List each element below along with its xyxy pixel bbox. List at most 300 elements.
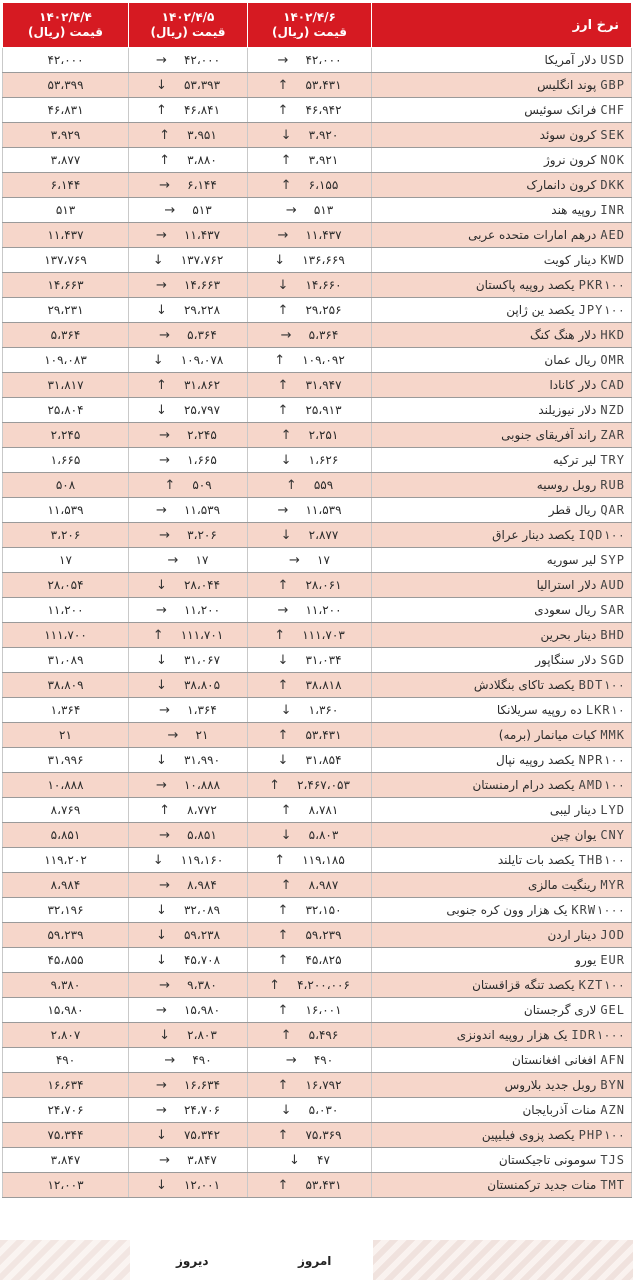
currency-code: MYR	[600, 878, 625, 892]
currency-label-group	[541, 628, 625, 642]
price-1402-4-6-cell	[248, 773, 372, 798]
price-1402-4-6: ۷۵،۳۶۹	[305, 1127, 342, 1142]
trend-arrow-icon: ↓	[280, 452, 292, 468]
price-1402-4-6-cell	[248, 973, 372, 998]
price-1402-4-5: ۲،۸۰۳	[187, 1027, 217, 1042]
price-1402-4-6: ۵۱۳	[313, 202, 334, 217]
price-1402-4-6: ۵۳،۴۳۱	[305, 77, 342, 92]
currency-name: دلار کانادا	[549, 378, 597, 392]
table-row	[3, 723, 632, 748]
currency-name: لاری گرجستان	[523, 1003, 597, 1017]
currency-cell	[372, 323, 632, 348]
trend-arrow-icon: →	[285, 202, 297, 218]
trend-arrow-icon: ↑	[277, 302, 289, 318]
price-1402-4-6: ۱۶،۰۰۱	[305, 1002, 342, 1017]
currency-label-group	[522, 1103, 625, 1117]
price-1402-4-4-cell	[3, 323, 129, 348]
currency-code: OMR	[600, 353, 625, 367]
price-1402-4-4-cell	[3, 948, 129, 973]
price-1402-4-5-cell	[129, 923, 248, 948]
currency-code: BDT۱۰۰	[578, 678, 625, 692]
price-1402-4-4: ۲۸،۰۵۴	[47, 578, 84, 592]
currency-cell	[372, 123, 632, 148]
currency-label-group	[544, 253, 625, 267]
currency-label-group	[551, 828, 625, 842]
currency-label-group	[549, 503, 625, 517]
currency-code: SEK	[600, 128, 625, 142]
price-1402-4-4-cell	[3, 648, 129, 673]
price-1402-4-6-cell	[248, 398, 372, 423]
price-1402-4-6-cell	[248, 298, 372, 323]
price-1402-4-4: ۳،۹۲۹	[50, 128, 81, 142]
currency-cell	[372, 373, 632, 398]
currency-label-group	[524, 103, 625, 117]
currency-cell	[372, 773, 632, 798]
trend-arrow-icon: →	[167, 727, 179, 743]
price-1402-4-6-cell	[248, 1173, 372, 1198]
currency-name: یورو	[575, 953, 597, 967]
currency-code: CHF	[600, 103, 625, 117]
price-1402-4-5-cell	[129, 873, 248, 898]
price-1402-4-6-cell	[248, 498, 372, 523]
price-1402-4-6-cell	[248, 1098, 372, 1123]
price-1402-4-4: ۳۲،۱۹۶	[47, 903, 84, 917]
price-1402-4-6: ۲،۸۷۷	[308, 527, 339, 542]
currency-cell	[372, 273, 632, 298]
currency-cell	[372, 198, 632, 223]
table-row	[3, 423, 632, 448]
trend-arrow-icon: ↑	[164, 477, 176, 493]
price-1402-4-4: ۶،۱۴۴	[50, 178, 81, 192]
currency-name: یکصد بات تایلند	[497, 853, 575, 867]
trend-arrow-icon: ↑	[280, 177, 292, 193]
currency-name: یکصد ین ژاپن	[506, 303, 575, 317]
table-row	[3, 923, 632, 948]
trend-arrow-icon: →	[164, 1052, 176, 1068]
price-1402-4-4-cell	[3, 423, 129, 448]
price-1402-4-4: ۷۵،۳۴۴	[47, 1128, 84, 1142]
trend-arrow-icon: ↓	[280, 127, 292, 143]
table-row	[3, 498, 632, 523]
price-1402-4-6-cell	[248, 198, 372, 223]
currency-label-group	[499, 1153, 625, 1167]
price-1402-4-4-cell	[3, 223, 129, 248]
trend-arrow-icon: ↓	[159, 1027, 171, 1043]
currency-name: منات جدید ترکمنستان	[487, 1178, 597, 1192]
table-row	[3, 1048, 632, 1073]
price-1402-4-6: ۳۱،۰۳۴	[305, 652, 342, 667]
currency-label-group	[446, 903, 625, 917]
trend-arrow-icon: ↑	[155, 377, 167, 393]
trend-arrow-icon: ↓	[274, 252, 286, 268]
price-1402-4-6-cell	[248, 573, 372, 598]
watermark-strip-left	[0, 1240, 130, 1280]
currency-code: ZAR	[600, 428, 625, 442]
price-1402-4-4: ۱۶،۶۳۴	[47, 1078, 84, 1092]
currency-label-group	[551, 203, 625, 217]
price-1402-4-4-cell	[3, 173, 129, 198]
currency-name: یکصد دینار عراق	[492, 528, 575, 542]
price-1402-4-5-cell	[129, 898, 248, 923]
price-1402-4-4: ۱۷	[59, 553, 72, 567]
price-1402-4-4-cell	[3, 973, 129, 998]
price-1402-4-4: ۵۱۳	[55, 203, 76, 217]
trend-arrow-icon: ↓	[155, 1177, 167, 1193]
price-1402-4-4: ۲۴،۷۰۶	[47, 1103, 84, 1117]
price-1402-4-6-cell	[248, 873, 372, 898]
price-1402-4-5-cell	[129, 448, 248, 473]
currency-code: USD	[600, 53, 625, 67]
price-1402-4-5-cell	[129, 673, 248, 698]
trend-arrow-icon: ↑	[277, 1077, 289, 1093]
trend-arrow-icon: ↑	[277, 1002, 289, 1018]
price-1402-4-4: ۱۵،۹۸۰	[47, 1003, 84, 1017]
currency-name: ریال سعودی	[534, 603, 597, 617]
price-1402-4-5: ۹،۳۸۰	[187, 977, 217, 992]
table-row	[3, 873, 632, 898]
currency-name: یکصد تاکای بنگلادش	[473, 678, 575, 692]
table-row	[3, 573, 632, 598]
currency-label-group	[544, 353, 625, 367]
price-1402-4-6: ۵،۳۶۴	[308, 327, 339, 342]
price-1402-4-5: ۵،۳۶۴	[187, 327, 217, 342]
price-1402-4-6: ۳۱،۹۴۷	[305, 377, 342, 392]
price-1402-4-5-cell	[129, 1173, 248, 1198]
price-1402-4-4-cell	[3, 848, 129, 873]
price-1402-4-4: ۸،۷۶۹	[50, 803, 81, 817]
price-1402-4-5: ۱۷	[195, 552, 209, 567]
price-1402-4-5: ۲۸،۰۴۴	[183, 577, 221, 592]
price-1402-4-4-cell	[3, 348, 129, 373]
trend-arrow-icon: ↑	[277, 77, 289, 93]
price-1402-4-6: ۴۷	[317, 1152, 330, 1167]
price-1402-4-4-cell	[3, 598, 129, 623]
price-1402-4-6-cell	[248, 273, 372, 298]
currency-label-group	[547, 553, 625, 567]
table-row	[3, 1148, 632, 1173]
price-1402-4-5-cell	[129, 948, 248, 973]
price-1402-4-6: ۱۷	[317, 552, 330, 567]
table-row	[3, 1173, 632, 1198]
price-1402-4-5-cell	[129, 248, 248, 273]
price-1402-4-5: ۱۱،۲۰۰	[183, 602, 221, 617]
price-1402-4-4-cell	[3, 273, 129, 298]
table-row	[3, 1073, 632, 1098]
currency-cell	[372, 98, 632, 123]
currency-cell	[372, 948, 632, 973]
currency-name: روبل جدید بلاروس	[504, 1078, 597, 1092]
trend-arrow-icon: →	[159, 427, 171, 443]
table-row	[3, 173, 632, 198]
trend-arrow-icon: →	[167, 552, 179, 568]
trend-arrow-icon: ↓	[152, 352, 164, 368]
currency-name: یک هزار وون کره جنوبی	[446, 903, 568, 917]
currency-code: JPY۱۰۰	[578, 303, 625, 317]
price-1402-4-4-cell	[3, 73, 129, 98]
price-1402-4-5: ۱،۳۶۴	[187, 702, 217, 717]
currency-cell	[372, 223, 632, 248]
currency-label-group	[534, 603, 625, 617]
trend-arrow-icon: ↑	[277, 902, 289, 918]
table-row	[3, 823, 632, 848]
price-1402-4-4-cell	[3, 298, 129, 323]
price-1402-4-4: ۵۰۸	[55, 478, 76, 492]
price-1402-4-4-cell	[3, 1048, 129, 1073]
price-1402-4-4: ۴۵،۸۵۵	[47, 953, 84, 967]
price-1402-4-4: ۱۰،۸۸۸	[47, 778, 84, 792]
currency-name: دینار بحرین	[540, 628, 597, 642]
price-1402-4-4-cell	[3, 473, 129, 498]
currency-code: IQD۱۰۰	[578, 528, 625, 542]
price-1402-4-4-cell	[3, 98, 129, 123]
table-row	[3, 898, 632, 923]
price-1402-4-4: ۱۳۷،۷۶۹	[44, 253, 87, 267]
trend-arrow-icon: →	[159, 177, 171, 193]
currency-cell	[372, 448, 632, 473]
price-1402-4-4: ۹،۳۸۰	[50, 978, 81, 992]
price-1402-4-4-cell	[3, 498, 129, 523]
table-row	[3, 848, 632, 873]
trend-arrow-icon: ↑	[159, 802, 171, 818]
price-1402-4-6-cell	[248, 548, 372, 573]
currency-label-group	[499, 728, 625, 742]
trend-arrow-icon: ↑	[277, 927, 289, 943]
currency-name: یک هزار روپیه اندونزی	[456, 1028, 568, 1042]
price-1402-4-4: ۲۹،۲۳۱	[47, 303, 84, 317]
price-1402-4-6-cell	[248, 898, 372, 923]
currency-name: پوند انگلیس	[537, 78, 597, 92]
price-1402-4-5: ۱۳۷،۷۶۲	[180, 252, 224, 267]
price-1402-4-6-cell	[248, 848, 372, 873]
price-1402-4-4: ۱۲،۰۰۳	[47, 1178, 84, 1192]
price-1402-4-6: ۲،۲۵۱	[308, 427, 339, 442]
price-1402-4-5-cell	[129, 148, 248, 173]
price-1402-4-6-cell	[248, 448, 372, 473]
price-1402-4-5: ۶،۱۴۴	[187, 177, 217, 192]
table-row	[3, 623, 632, 648]
currency-cell	[372, 348, 632, 373]
price-1402-4-5-cell	[129, 398, 248, 423]
price-1402-4-5-cell	[129, 823, 248, 848]
currency-label-group	[528, 878, 625, 892]
trend-arrow-icon: ↓	[152, 852, 164, 868]
price-1402-4-4-cell	[3, 448, 129, 473]
price-1402-4-4-cell	[3, 573, 129, 598]
currency-label-group	[505, 1078, 625, 1092]
price-1402-4-5-cell	[129, 373, 248, 398]
header-unit: قیمت (ریال)	[272, 25, 347, 39]
currency-code: LYD	[600, 803, 625, 817]
currency-name: ریال قطر	[548, 503, 597, 517]
price-1402-4-5: ۴۹۰	[192, 1052, 212, 1067]
price-1402-4-4-cell	[3, 998, 129, 1023]
currency-cell	[372, 573, 632, 598]
price-1402-4-4-cell	[3, 1123, 129, 1148]
price-1402-4-6: ۵،۰۳۰	[308, 1102, 339, 1117]
currency-label-group	[524, 1003, 625, 1017]
price-1402-4-5: ۸،۷۷۲	[187, 802, 217, 817]
price-1402-4-5-cell	[129, 1023, 248, 1048]
price-1402-4-6: ۱۰۹،۰۹۲	[302, 352, 345, 367]
price-1402-4-5-cell	[129, 1148, 248, 1173]
price-1402-4-4: ۳۱،۰۸۹	[47, 653, 84, 667]
table-row	[3, 273, 632, 298]
price-1402-4-4: ۱۱۱،۷۰۰	[44, 628, 87, 642]
price-1402-4-6: ۱۱،۵۳۹	[305, 502, 342, 517]
yesterday-label: دیروز	[176, 1254, 209, 1268]
header-date: ۱۴۰۲/۴/۶	[283, 10, 336, 24]
price-1402-4-4: ۱۱،۴۳۷	[47, 228, 84, 242]
currency-label-group	[512, 1053, 625, 1067]
price-1402-4-4: ۳۸،۸۰۹	[47, 678, 84, 692]
price-1402-4-6-cell	[248, 48, 372, 73]
price-1402-4-6: ۱۱،۴۳۷	[305, 227, 342, 242]
currency-cell	[372, 523, 632, 548]
table-row	[3, 398, 632, 423]
currency-code: THB۱۰۰	[578, 853, 625, 867]
price-1402-4-6: ۱۱۹،۱۸۵	[302, 852, 345, 867]
price-1402-4-4: ۱،۳۶۴	[50, 703, 81, 717]
currency-cell	[372, 723, 632, 748]
trend-arrow-icon: ↑	[280, 877, 292, 893]
currency-cell	[372, 673, 632, 698]
price-1402-4-6-cell	[248, 1148, 372, 1173]
currency-name: منات آذربایجان	[522, 1103, 597, 1117]
price-1402-4-4-cell	[3, 248, 129, 273]
currency-name: یکصد درام ارمنستان	[472, 778, 575, 792]
price-1402-4-5-cell	[129, 348, 248, 373]
price-1402-4-4-cell	[3, 898, 129, 923]
price-1402-4-6-cell	[248, 223, 372, 248]
price-1402-4-5-cell	[129, 973, 248, 998]
price-1402-4-6-cell	[248, 623, 372, 648]
price-1402-4-6: ۴،۲۰۰،۰۰۶	[297, 977, 350, 992]
today-label: امروز	[298, 1254, 332, 1268]
trend-arrow-icon: →	[159, 527, 171, 543]
price-1402-4-6: ۶،۱۵۵	[308, 177, 339, 192]
table-row	[3, 973, 632, 998]
currency-label-group	[526, 178, 625, 192]
price-1402-4-4-cell	[3, 1073, 129, 1098]
currency-code: MMK	[600, 728, 625, 742]
currency-code: AZN	[600, 1103, 625, 1117]
table-row	[3, 123, 632, 148]
currency-cell	[372, 598, 632, 623]
trend-arrow-icon: →	[289, 552, 300, 568]
price-1402-4-5: ۱۱،۴۳۷	[183, 227, 221, 242]
price-1402-4-4-cell	[3, 373, 129, 398]
currency-label-group	[549, 378, 625, 392]
trend-arrow-icon: ↓	[155, 677, 167, 693]
currency-name: لیر ترکیه	[552, 453, 597, 467]
trend-arrow-icon: ↑	[280, 1027, 292, 1043]
trend-arrow-icon: ↓	[155, 952, 167, 968]
currency-code: HKD	[600, 328, 625, 342]
price-1402-4-5-cell	[129, 573, 248, 598]
price-1402-4-5: ۵۹،۲۳۸	[183, 927, 221, 942]
price-1402-4-4-cell	[3, 398, 129, 423]
currency-code: KRW۱۰۰۰	[571, 903, 625, 917]
currency-cell	[372, 873, 632, 898]
price-1402-4-4: ۳،۲۰۶	[50, 528, 81, 542]
trend-arrow-icon: →	[159, 452, 171, 468]
trend-arrow-icon: ↓	[280, 527, 292, 543]
currency-code: AED	[600, 228, 625, 242]
price-1402-4-6: ۱،۶۲۶	[308, 452, 339, 467]
header-unit: قیمت (ریال)	[150, 25, 226, 39]
currency-name: لیر سوریه	[546, 553, 597, 567]
price-1402-4-4: ۵،۳۶۴	[50, 328, 81, 342]
watermark-strip-right	[373, 1240, 633, 1280]
price-1402-4-6: ۴۵،۸۲۵	[305, 952, 342, 967]
trend-arrow-icon: ↓	[155, 927, 167, 943]
trend-arrow-icon: ↓	[280, 702, 292, 718]
trend-arrow-icon: ↑	[277, 727, 289, 743]
header-date: ۱۴۰۲/۴/۴	[39, 10, 92, 24]
currency-name: رینگیت مالزی	[527, 878, 597, 892]
table-row	[3, 673, 632, 698]
currency-label-group	[530, 328, 625, 342]
price-1402-4-4-cell	[3, 198, 129, 223]
currency-code: KWD	[600, 253, 625, 267]
price-1402-4-6-cell	[248, 798, 372, 823]
currency-name: دینار اردن	[547, 928, 597, 942]
currency-name: دینار لیبی	[549, 803, 597, 817]
table-header-row	[3, 3, 632, 48]
price-1402-4-4: ۳،۸۷۷	[50, 153, 81, 167]
trend-arrow-icon: ↑	[274, 852, 286, 868]
currency-code: TRY	[600, 453, 625, 467]
currency-label-group	[468, 228, 625, 242]
price-1402-4-5: ۳،۹۵۱	[187, 127, 217, 142]
price-1402-4-5-cell	[129, 548, 248, 573]
price-1402-4-6-cell	[248, 523, 372, 548]
table-row	[3, 448, 632, 473]
price-1402-4-5: ۱۱۱،۷۰۱	[180, 627, 224, 642]
currency-cell	[372, 1148, 632, 1173]
price-1402-4-6-cell	[248, 723, 372, 748]
currency-name: یکصد روپیه نپال	[496, 753, 575, 767]
price-1402-4-6-cell	[248, 998, 372, 1023]
currency-code: KZT۱۰۰	[578, 978, 625, 992]
trend-arrow-icon: ↑	[274, 352, 286, 368]
currency-name: دلار سنگاپور	[535, 653, 597, 667]
table-row	[3, 1023, 632, 1048]
price-1402-4-6: ۵،۸۰۳	[308, 827, 339, 842]
price-1402-4-5-cell	[129, 98, 248, 123]
price-1402-4-6: ۵۳،۴۳۱	[305, 1177, 342, 1192]
table-row	[3, 523, 632, 548]
currency-cell	[372, 423, 632, 448]
price-1402-4-4: ۵۹،۲۳۹	[47, 928, 84, 942]
currency-label-group	[544, 153, 625, 167]
price-1402-4-5-cell	[129, 498, 248, 523]
price-1402-4-6: ۳۲،۱۵۰	[305, 902, 342, 917]
currency-cell	[372, 398, 632, 423]
currency-label-group	[497, 703, 625, 717]
currency-code: NOK	[600, 153, 625, 167]
table-row	[3, 773, 632, 798]
price-1402-4-5: ۵۳،۳۹۳	[183, 77, 221, 92]
currency-name: یوان چین	[550, 828, 597, 842]
table-row	[3, 223, 632, 248]
trend-arrow-icon: ↑	[159, 152, 171, 168]
price-1402-4-5: ۳۱،۸۶۲	[183, 377, 221, 392]
currency-cell	[372, 48, 632, 73]
trend-arrow-icon: ↓	[155, 902, 167, 918]
price-1402-4-4: ۴۲،۰۰۰	[47, 53, 84, 67]
table-row	[3, 323, 632, 348]
